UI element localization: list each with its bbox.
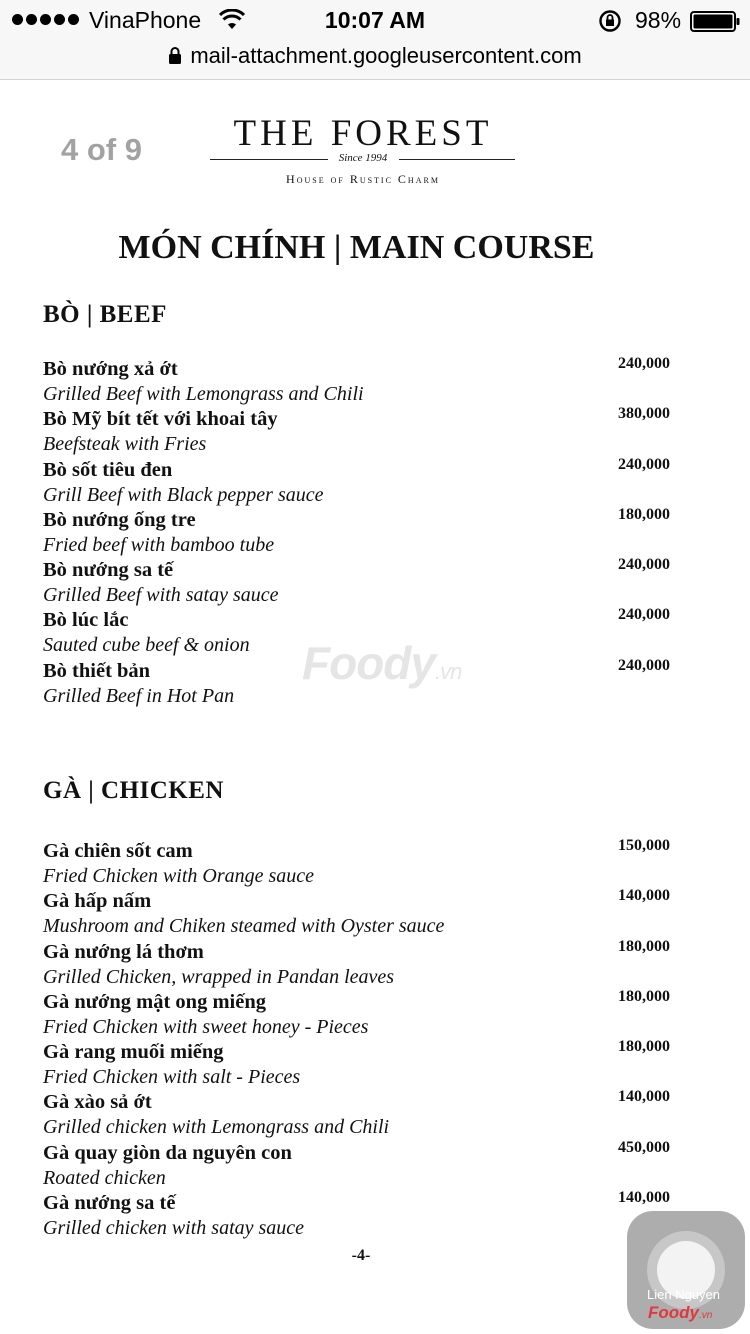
menu-item xyxy=(43,1138,683,1192)
menu-item-list xyxy=(43,837,683,1242)
item-description: Grilled Beef in Hot Pan xyxy=(43,684,235,707)
item-description: Grilled chicken with Lemongrass and Chili xyxy=(43,1116,390,1139)
item-name: Gà hấp nấm xyxy=(43,890,152,913)
menu-item xyxy=(43,455,683,509)
item-price: 180,000 xyxy=(618,987,670,1005)
item-name: Bò lúc lắc xyxy=(43,609,129,632)
item-price: 150,000 xyxy=(618,837,670,854)
item-price: 180,000 xyxy=(618,937,670,955)
item-price: 140,000 xyxy=(618,1189,670,1207)
menu-item xyxy=(43,556,683,609)
item-description: Fried Chicken with Orange sauce xyxy=(43,865,315,887)
item-description: Mushroom and Chiken steamed with Oyster sauce xyxy=(43,915,445,938)
address-bar[interactable] xyxy=(0,40,750,80)
item-price: 240,000 xyxy=(618,556,670,574)
item-price: 240,000 xyxy=(618,656,670,674)
item-price: 240,000 xyxy=(618,606,670,624)
status-bar xyxy=(0,0,750,40)
photo-credit-brand: Foody.vn xyxy=(648,1303,713,1322)
menu-item xyxy=(43,937,683,991)
item-description: Roated chicken xyxy=(43,1166,166,1189)
item-description: Fried Chicken with salt - Pieces xyxy=(43,1066,301,1089)
item-description: Grill Beef with Black pepper sauce xyxy=(43,483,324,506)
logo-since: Since 1994 xyxy=(338,152,388,164)
padlock-icon xyxy=(168,46,182,65)
item-name: Gà nướng sa tế xyxy=(43,1192,176,1215)
item-price: 180,000 xyxy=(618,505,670,523)
item-description: Fried Chicken with sweet honey - Pieces xyxy=(43,1015,369,1038)
status-time: 10:07 AM xyxy=(324,7,426,33)
item-name: Gà xào sả ớt xyxy=(43,1091,152,1114)
battery-icon xyxy=(690,11,740,32)
item-price: 180,000 xyxy=(618,1038,670,1056)
section-title: BÒ | BEEF xyxy=(43,301,167,328)
logo-tagline: House of Rustic Charm xyxy=(286,172,440,186)
page-number: -4- xyxy=(351,1247,371,1264)
item-name: Gà nướng mật ong miếng xyxy=(43,990,266,1013)
item-description: Grilled Chicken, wrapped in Pandan leaves xyxy=(43,965,395,988)
menu-item xyxy=(43,1038,683,1091)
menu-item xyxy=(43,987,683,1041)
item-name: Bò nướng xả ớt xyxy=(43,358,178,380)
logo-name: THE FOREST xyxy=(233,113,493,154)
item-description: Grilled Beef with satay sauce xyxy=(43,584,279,607)
item-price: 140,000 xyxy=(618,1088,670,1106)
item-name: Bò nướng ống tre xyxy=(43,508,196,531)
menu-item xyxy=(43,1088,683,1141)
rotation-lock-icon xyxy=(598,9,622,33)
menu-item xyxy=(43,505,683,559)
battery-percentage: 98% xyxy=(635,7,682,33)
logo-divider-left xyxy=(210,159,328,160)
section-title: GÀ | CHICKEN xyxy=(43,777,224,804)
item-name: Bò sốt tiêu đen xyxy=(43,458,173,481)
item-description: Fried beef with bamboo tube xyxy=(43,533,275,556)
item-name: Gà quay giòn da nguyên con xyxy=(43,1141,292,1164)
menu-item xyxy=(43,405,683,458)
url-text: mail-attachment.googleusercontent.com xyxy=(190,43,582,68)
page-counter: 4 of 9 xyxy=(61,132,142,167)
item-description: Grilled Beef with Lemongrass and Chili xyxy=(43,383,364,405)
menu-item xyxy=(43,837,683,890)
item-name: Gà rang muối miếng xyxy=(43,1041,224,1064)
photo-credit-user: Lien Nguyen xyxy=(647,1287,720,1302)
item-name: Bò thiết bản xyxy=(43,659,151,682)
foody-watermark: Foody.vn xyxy=(302,637,462,689)
item-description: Sauted cube beef & onion xyxy=(43,634,250,657)
url-display[interactable] xyxy=(0,43,750,69)
item-description: Beefsteak with Fries xyxy=(43,433,207,456)
menu-item xyxy=(43,1189,683,1242)
item-name: Gà chiên sốt cam xyxy=(43,840,193,862)
item-name: Gà nướng lá thơm xyxy=(43,940,204,963)
item-name: Bò Mỹ bít tết với khoai tây xyxy=(43,408,278,431)
item-name: Bò nướng sa tế xyxy=(43,559,174,582)
item-price: 380,000 xyxy=(618,405,670,423)
logo-divider-right xyxy=(399,159,515,160)
menu-section-chicken xyxy=(43,777,683,1240)
menu-item xyxy=(43,887,683,940)
item-price: 240,000 xyxy=(618,455,670,473)
item-price: 450,000 xyxy=(618,1138,670,1156)
item-price: 140,000 xyxy=(618,887,670,905)
item-description: Grilled chicken with satay sauce xyxy=(43,1217,305,1240)
menu-title: MÓN CHÍNH | MAIN COURSE xyxy=(118,229,595,266)
restaurant-logo xyxy=(208,112,518,192)
menu-item xyxy=(43,355,683,408)
item-price: 240,000 xyxy=(618,355,670,372)
carrier-name: VinaPhone xyxy=(89,7,202,33)
